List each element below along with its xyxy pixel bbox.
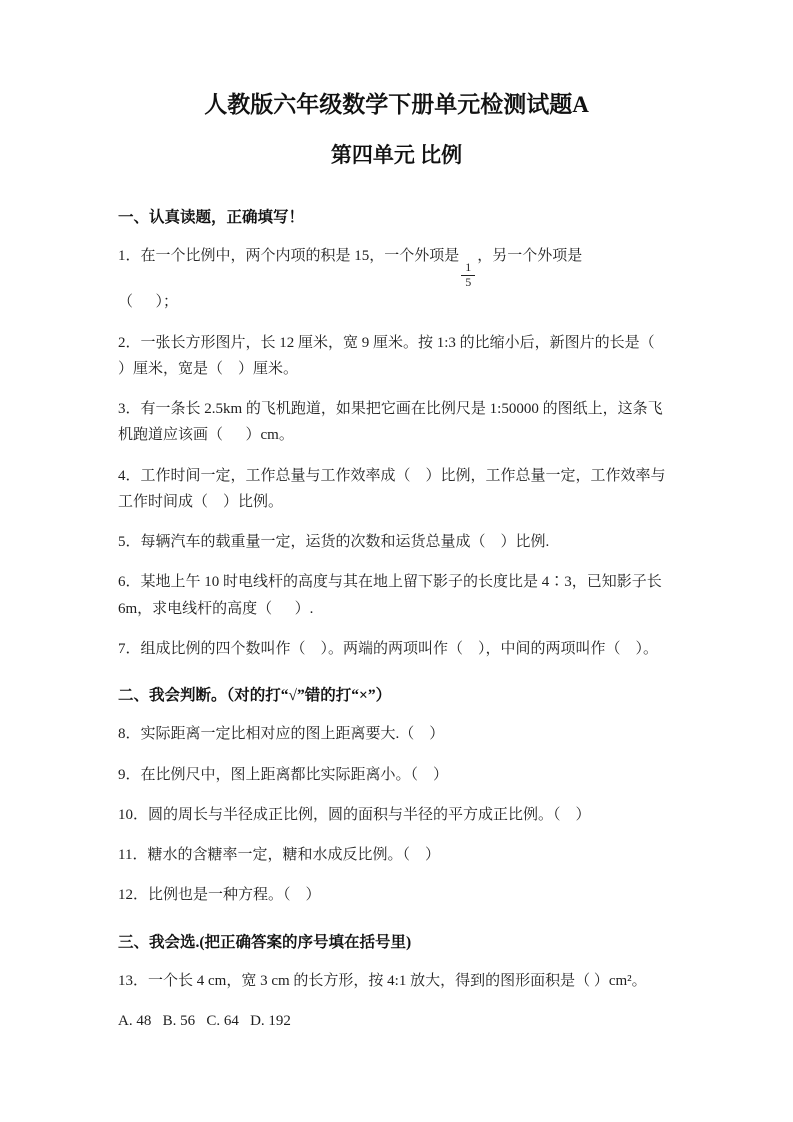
section-3-heading: 三、我会选.(把正确答案的序号填在括号里) — [118, 933, 412, 951]
question-1 — [118, 243, 675, 316]
question-1-text-after-fraction: ，另一个外项是 — [477, 248, 583, 265]
question-13: 13．一个长 4 cm，宽 3 cm 的长方形，按 4:1 放大，得到的图形面积是（ ）cm²。 — [118, 972, 647, 989]
question-10: 10．圆的周长与半径成正比例，圆的面积与半径的平方成正比例。（ ） — [118, 806, 591, 823]
question-4: 4．工作时间一定，工作总量与工作效率成（ ）比例，工作总量一定，工作效率与工作时间成（ ）比例。 — [118, 467, 666, 510]
section-1-heading: 一、认真读题，正确填写！ — [118, 208, 305, 226]
fraction-one-fifth — [461, 261, 475, 290]
question-1-text-before-fraction: 1．在一个比例中，两个内项的积是 15，一个外项是 — [118, 248, 460, 265]
fraction-numerator: 1 — [461, 261, 475, 276]
document-subtitle: 第四单元 比例 — [330, 142, 463, 167]
question-8: 8．实际距离一定比相对应的图上距离要大.（ ） — [118, 726, 445, 743]
question-1-answer-blank: （ ）； — [118, 294, 179, 311]
fraction-denominator: 5 — [465, 274, 472, 289]
question-9: 9．在比例尺中，图上距离都比实际距离小。（ ） — [118, 766, 449, 783]
question-12: 12．比例也是一种方程。（ ） — [118, 887, 321, 904]
question-3: 3．有一条长 2.5km 的飞机跑道，如果把它画在比例尺是 1:50000 的图纸上，这条飞机跑道应该画（ ）cm。 — [118, 401, 663, 444]
question-5: 5．每辆汽车的载重量一定，运货的次数和运货总量成（ ）比例. — [118, 534, 550, 551]
document-title: 人教版六年级数学下册单元检测试题A — [204, 92, 589, 117]
section-2-heading: 二、我会判断。（对的打“√”错的打“×”） — [118, 687, 392, 705]
question-13-choices: A. 48 B. 56 C. 64 D. 192 — [118, 1012, 291, 1029]
question-2: 2．一张长方形图片，长 12 厘米，宽 9 厘米。按 1:3 的比缩小后，新图片的长是（ ）厘米，宽是（ ）厘米。 — [118, 334, 670, 377]
question-7: 7．组成比例的四个数叫作（ ）。两端的两项叫作（ ），中间的两项叫作（ ）。 — [118, 640, 659, 657]
question-11: 11．糖水的含糖率一定，糖和水成反比例。（ ） — [118, 847, 440, 864]
question-6: 6．某地上午 10 时电线杆的高度与其在地上留下影子的长度比是 4∶3，已知影子长 6m，求电线杆的高度（ ）. — [118, 574, 666, 617]
